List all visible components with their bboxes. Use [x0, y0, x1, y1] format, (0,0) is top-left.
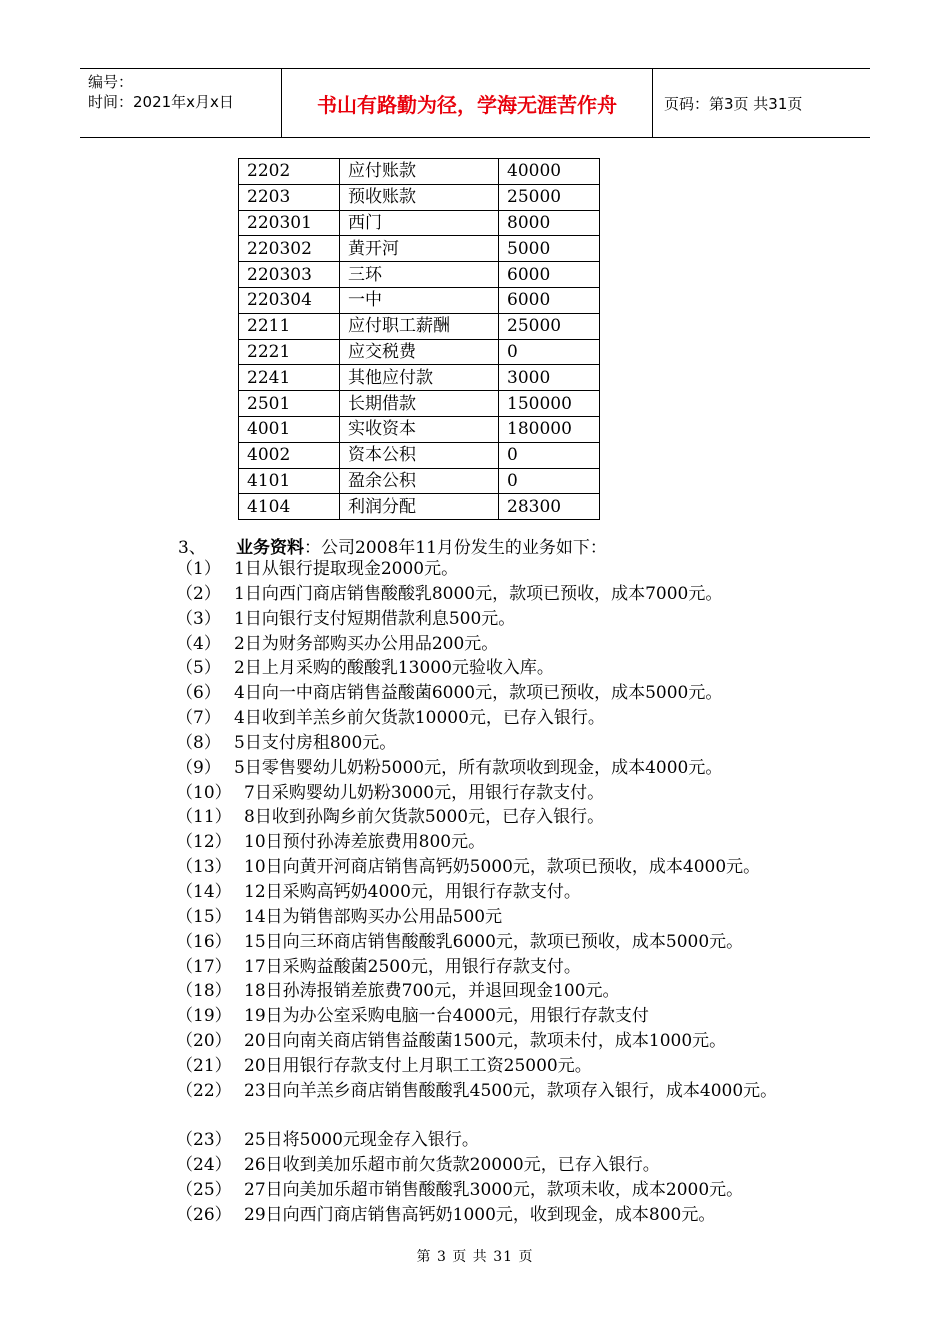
item-number: （12） [176, 832, 232, 853]
date-label: 时间：2021年x月x日 [88, 93, 234, 111]
account-name-cell: 利润分配 [340, 494, 499, 520]
table-row [239, 365, 600, 391]
table-row [239, 159, 600, 185]
list-item [176, 830, 826, 855]
item-number: （22） [176, 1080, 232, 1101]
account-name-cell: 西门 [340, 210, 499, 236]
item-number: （14） [176, 881, 232, 902]
item-text: 1日向西门商店销售酸酸乳8000元，款项已预收，成本7000元。 [234, 583, 723, 604]
item-text: 29日向西门商店销售高钙奶1000元，收到现金，成本800元。 [244, 1204, 716, 1225]
list-item [176, 880, 826, 905]
item-text: 14日为销售部购买办公用品500元 [244, 906, 503, 927]
account-table [238, 158, 600, 520]
list-item [176, 607, 826, 632]
account-amount-cell: 25000 [499, 184, 600, 210]
table-row [239, 391, 600, 417]
account-name-cell: 三环 [340, 262, 499, 288]
account-code-cell: 2211 [239, 313, 340, 339]
list-item [176, 1054, 826, 1079]
item-text: 7日采购婴幼儿奶粉3000元，用银行存款支付。 [244, 782, 605, 803]
account-amount-cell: 28300 [499, 494, 600, 520]
table-row [239, 210, 600, 236]
account-code-cell: 2203 [239, 184, 340, 210]
item-text: 20日向南关商店销售益酸菌1500元，款项未付，成本1000元。 [244, 1031, 727, 1052]
list-item [176, 1128, 826, 1153]
item-number: （26） [176, 1204, 232, 1225]
header-motto: 书山有路勤为径，学海无涯苦作舟 [282, 69, 653, 137]
table-row [239, 287, 600, 313]
item-text: 2日为财务部购买办公用品200元。 [234, 633, 499, 654]
item-text: 18日孙涛报销差旅费700元，并退回现金100元。 [244, 981, 620, 1002]
table-row [239, 313, 600, 339]
account-code-cell: 2202 [239, 159, 340, 185]
account-code-cell: 4101 [239, 468, 340, 494]
account-amount-cell: 40000 [499, 159, 600, 185]
item-number: （16） [176, 931, 232, 952]
list-item [176, 582, 826, 607]
list-item [176, 1203, 826, 1228]
item-number: （6） [176, 683, 221, 704]
item-number: （15） [176, 906, 232, 927]
account-name-cell: 应交税费 [340, 339, 499, 365]
table-row [239, 468, 600, 494]
account-name-cell: 长期借款 [340, 391, 499, 417]
account-name-cell: 实收资本 [340, 416, 499, 442]
list-item [176, 1178, 826, 1203]
table-row [239, 494, 600, 520]
account-amount-cell: 6000 [499, 287, 600, 313]
item-number: （10） [176, 782, 232, 803]
account-code-cell: 4001 [239, 416, 340, 442]
list-item [176, 1004, 826, 1029]
account-amount-cell: 0 [499, 442, 600, 468]
account-name-cell: 资本公积 [340, 442, 499, 468]
item-text: 8日收到孙陶乡前欠货款5000元，已存入银行。 [244, 807, 605, 828]
item-number: （9） [176, 757, 221, 778]
account-amount-cell: 0 [499, 339, 600, 365]
item-number: （25） [176, 1180, 232, 1201]
item-text: 17日采购益酸菌2500元，用银行存款支付。 [244, 956, 581, 977]
account-name-cell: 应付职工薪酬 [340, 313, 499, 339]
item-number: （20） [176, 1031, 232, 1052]
table-row [239, 262, 600, 288]
account-amount-cell: 0 [499, 468, 600, 494]
list-item [176, 557, 826, 582]
item-text: 19日为办公室采购电脑一台4000元，用银行存款支付 [244, 1006, 649, 1027]
item-text: 25日将5000元现金存入银行。 [244, 1130, 479, 1151]
table-row [239, 442, 600, 468]
item-text: 12日采购高钙奶4000元，用银行存款支付。 [244, 881, 581, 902]
account-code-cell: 220303 [239, 262, 340, 288]
account-code-cell: 220301 [239, 210, 340, 236]
table-row [239, 416, 600, 442]
list-item [176, 855, 826, 880]
item-text: 10日预付孙涛差旅费用800元。 [244, 832, 486, 853]
account-name-cell: 黄开河 [340, 236, 499, 262]
account-code-cell: 2221 [239, 339, 340, 365]
item-number: （24） [176, 1155, 232, 1176]
item-text: 27日向美加乐超市销售酸酸乳3000元，款项未收，成本2000元。 [244, 1180, 744, 1201]
account-name-cell: 应付账款 [340, 159, 499, 185]
list-item [176, 756, 826, 781]
account-code-cell: 220302 [239, 236, 340, 262]
item-number: （21） [176, 1055, 232, 1076]
list-item [176, 930, 826, 955]
table-row [239, 236, 600, 262]
item-number: （17） [176, 956, 232, 977]
number-label: 编号： [88, 73, 134, 91]
account-code-cell: 2241 [239, 365, 340, 391]
item-number: （11） [176, 807, 232, 828]
item-text: 15日向三环商店销售酸酸乳6000元，款项已预收，成本5000元。 [244, 931, 744, 952]
list-item [176, 905, 826, 930]
business-items-list [176, 557, 826, 1228]
account-amount-cell: 6000 [499, 262, 600, 288]
item-text: 5日支付房租800元。 [234, 732, 397, 753]
list-item [176, 1079, 826, 1129]
list-item [176, 805, 826, 830]
item-text: 5日零售婴幼儿奶粉5000元，所有款项收到现金，成本4000元。 [234, 757, 723, 778]
item-number: （23） [176, 1130, 232, 1151]
item-text: 20日用银行存款支付上月职工工资25000元。 [244, 1055, 592, 1076]
list-item [176, 706, 826, 731]
account-amount-cell: 180000 [499, 416, 600, 442]
header-meta [80, 69, 282, 137]
item-number: （8） [176, 732, 221, 753]
item-number: （19） [176, 1006, 232, 1027]
item-text: 23日向羊羔乡商店销售酸酸乳4500元，款项存入银行，成本4000元。 [244, 1080, 778, 1101]
list-item [176, 656, 826, 681]
account-amount-cell: 5000 [499, 236, 600, 262]
item-number: （18） [176, 981, 232, 1002]
item-number: （7） [176, 708, 221, 729]
item-text: 10日向黄开河商店销售高钙奶5000元，款项已预收，成本4000元。 [244, 857, 761, 878]
item-number: （2） [176, 583, 221, 604]
account-table-body [239, 159, 600, 520]
page-footer: 第 3 页 共 31 页 [416, 1249, 534, 1265]
account-code-cell: 4002 [239, 442, 340, 468]
account-name-cell: 预收账款 [340, 184, 499, 210]
item-number: （3） [176, 608, 221, 629]
item-number: （13） [176, 857, 232, 878]
list-item [176, 1029, 826, 1054]
item-text: 4日向一中商店销售益酸菌6000元，款项已预收，成本5000元。 [234, 683, 723, 704]
account-amount-cell: 8000 [499, 210, 600, 236]
list-item [176, 632, 826, 657]
list-item [176, 979, 826, 1004]
account-amount-cell: 25000 [499, 313, 600, 339]
table-row [239, 339, 600, 365]
list-item [176, 955, 826, 980]
page-header [80, 68, 870, 138]
table-row [239, 184, 600, 210]
account-name-cell: 其他应付款 [340, 365, 499, 391]
list-item [176, 781, 826, 806]
item-number: （1） [176, 559, 221, 579]
list-item [176, 731, 826, 756]
item-text: 2日上月采购的酸酸乳13000元验收入库。 [234, 658, 554, 679]
item-text: 4日收到羊羔乡前欠货款10000元，已存入银行。 [234, 708, 605, 729]
section-text: ：公司2008年11月份发生的业务如下： [304, 538, 607, 558]
account-amount-cell: 150000 [499, 391, 600, 417]
account-code-cell: 2501 [239, 391, 340, 417]
account-name-cell: 一中 [340, 287, 499, 313]
section-number: 3、 [178, 538, 206, 558]
account-name-cell: 盈余公积 [340, 468, 499, 494]
item-number: （5） [176, 658, 221, 679]
header-page-info: 页码：第3页 共31页 [664, 94, 803, 113]
list-item [176, 1153, 826, 1178]
account-code-cell: 4104 [239, 494, 340, 520]
item-number: （4） [176, 633, 221, 654]
list-item [176, 681, 826, 706]
account-code-cell: 220304 [239, 287, 340, 313]
item-text: 26日收到美加乐超市前欠货款20000元，已存入银行。 [244, 1155, 660, 1176]
item-text: 1日从银行提取现金2000元。 [234, 559, 459, 579]
account-amount-cell: 3000 [499, 365, 600, 391]
item-text: 1日向银行支付短期借款利息500元。 [234, 608, 516, 629]
section-intro [178, 533, 607, 558]
section-title: 业务资料 [236, 538, 304, 558]
